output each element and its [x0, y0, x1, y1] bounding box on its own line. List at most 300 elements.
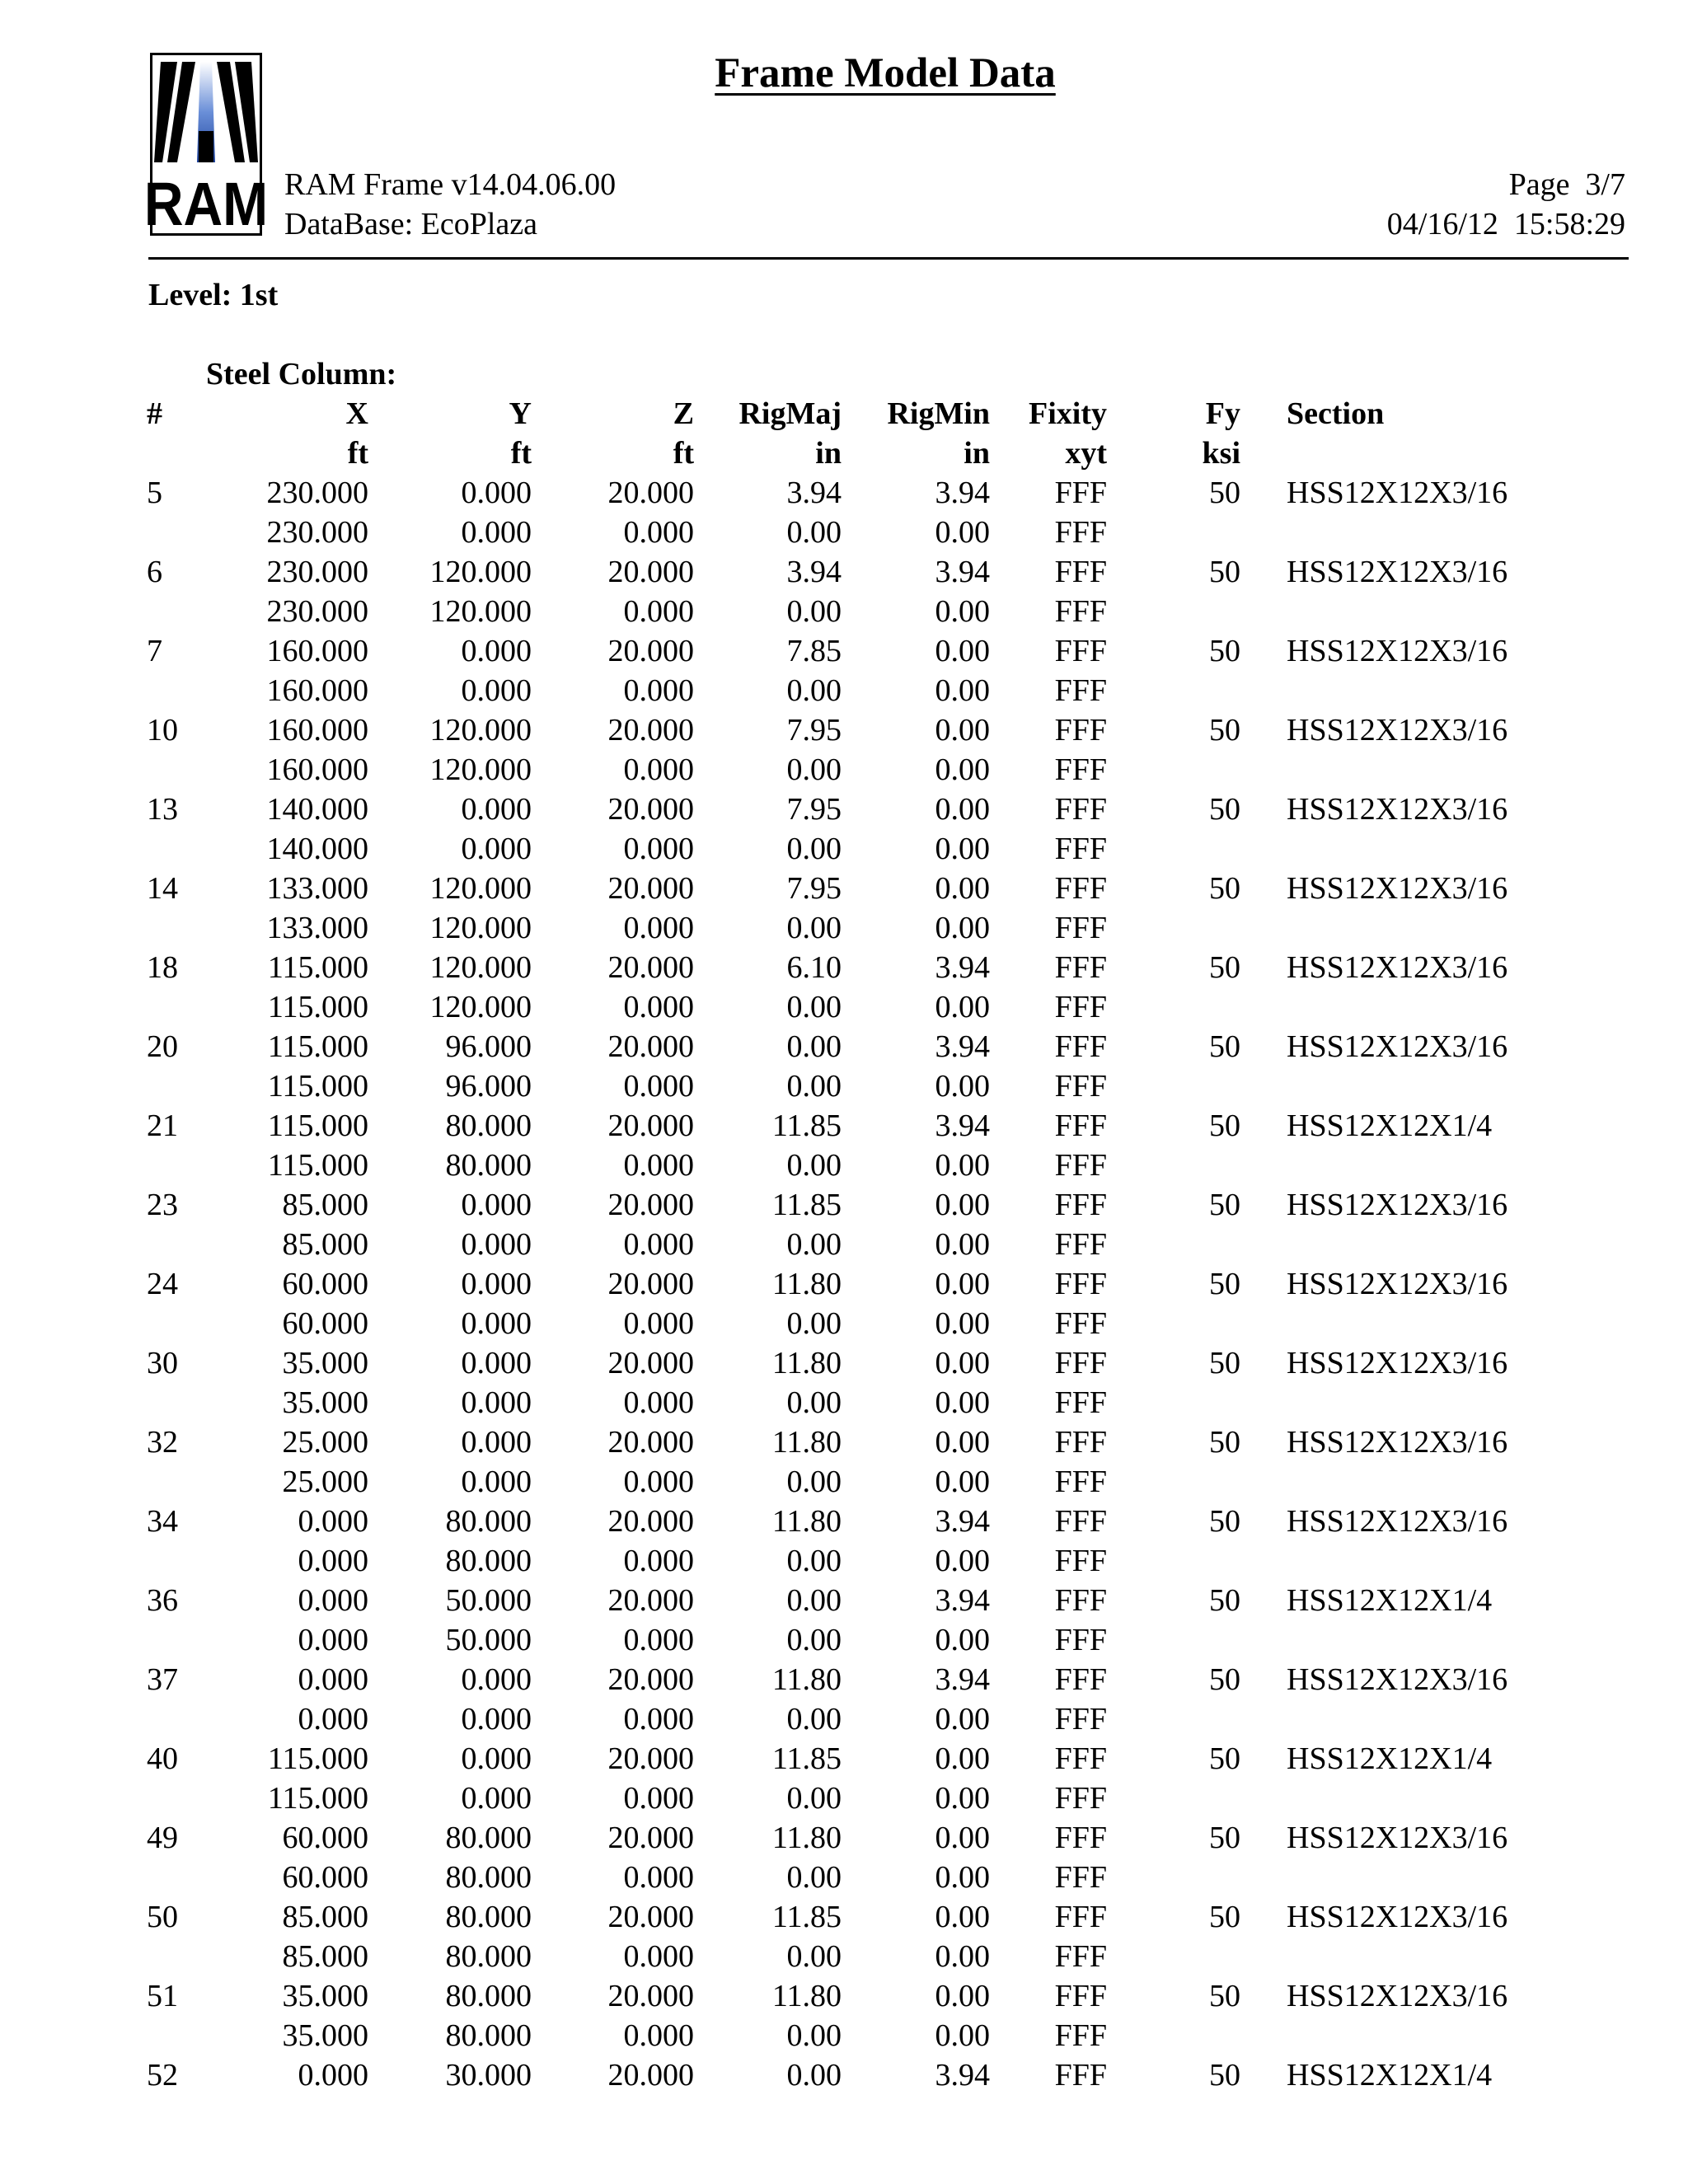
cell-section: HSS12X12X3/16	[1287, 792, 1508, 827]
cell-rigmin: 0.00	[935, 634, 990, 668]
cell-rigmin: 0.00	[935, 1306, 990, 1341]
table-row	[0, 869, 1688, 908]
table-row	[0, 671, 1688, 710]
table-row	[0, 1976, 1688, 2016]
cell-x: 0.000	[298, 1662, 368, 1697]
table-row	[0, 1027, 1688, 1066]
cell-fy: 50	[1209, 2058, 1240, 2093]
cell-z: 0.000	[623, 1306, 694, 1341]
cell-z: 20.000	[607, 634, 694, 668]
table-row	[0, 473, 1688, 513]
cell-section: HSS12X12X3/16	[1287, 1425, 1508, 1460]
cell-fixity: FFF	[1054, 752, 1107, 787]
cell-x: 115.000	[267, 1108, 368, 1143]
cell-fixity: FFF	[1054, 634, 1107, 668]
page-number: Page 3/7	[1508, 167, 1625, 202]
unit-x: ft	[347, 436, 368, 471]
cell-section: HSS12X12X3/16	[1287, 634, 1508, 668]
cell-rigmin: 3.94	[935, 476, 990, 510]
cell-z: 0.000	[623, 1227, 694, 1262]
cell-z: 0.000	[623, 1939, 694, 1974]
cell-x: 35.000	[282, 1385, 368, 1420]
cell-z: 20.000	[607, 1662, 694, 1697]
table-row	[0, 1541, 1688, 1581]
cell-y: 80.000	[445, 2018, 532, 2053]
cell-x: 140.000	[266, 832, 368, 866]
cell-y: 0.000	[461, 476, 532, 510]
cell-fy: 50	[1209, 1188, 1240, 1222]
cell-rigmin: 0.00	[935, 792, 990, 827]
cell-x: 115.000	[267, 990, 368, 1024]
cell-y: 120.000	[429, 950, 532, 985]
cell-y: 0.000	[461, 792, 532, 827]
cell-num: 20	[147, 1029, 178, 1064]
cell-fixity: FFF	[1054, 2018, 1107, 2053]
cell-fixity: FFF	[1054, 1662, 1107, 1697]
table-row	[0, 1185, 1688, 1225]
cell-z: 20.000	[607, 1583, 694, 1618]
cell-z: 20.000	[607, 1900, 694, 1934]
cell-rigmaj: 0.00	[786, 1583, 842, 1618]
cell-fixity: FFF	[1054, 1188, 1107, 1222]
cell-y: 80.000	[445, 1544, 532, 1578]
cell-z: 0.000	[623, 1465, 694, 1499]
cell-rigmin: 0.00	[935, 1821, 990, 1855]
cell-rigmaj: 0.00	[786, 515, 842, 550]
cell-y: 120.000	[429, 911, 532, 945]
cell-rigmaj: 11.80	[771, 1346, 842, 1380]
cell-rigmin: 0.00	[935, 1702, 990, 1736]
table-row	[0, 552, 1688, 592]
cell-num: 32	[147, 1425, 178, 1460]
table-row	[0, 1937, 1688, 1976]
cell-section: HSS12X12X1/4	[1287, 1583, 1493, 1618]
cell-z: 0.000	[623, 911, 694, 945]
header-num: #	[147, 396, 162, 431]
cell-x: 133.000	[266, 871, 368, 906]
cell-rigmaj: 11.80	[771, 1979, 842, 2013]
cell-num: 21	[147, 1108, 178, 1143]
cell-fixity: FFF	[1054, 1821, 1107, 1855]
cell-fixity: FFF	[1054, 1306, 1107, 1341]
cell-x: 140.000	[266, 792, 368, 827]
cell-rigmin: 3.94	[935, 555, 990, 589]
cell-rigmaj: 7.95	[786, 871, 842, 906]
timestamp: 04/16/12 15:58:29	[1386, 207, 1625, 241]
cell-y: 0.000	[461, 1385, 532, 1420]
cell-rigmaj: 0.00	[786, 1069, 842, 1104]
cell-fy: 50	[1209, 1583, 1240, 1618]
table-row	[0, 2016, 1688, 2055]
table-row	[0, 1383, 1688, 1422]
cell-fixity: FFF	[1054, 1069, 1107, 1104]
steel-column-table	[0, 394, 1688, 2095]
unit-rigmin: in	[964, 436, 990, 471]
cell-z: 20.000	[607, 1821, 694, 1855]
cell-num: 10	[147, 713, 178, 748]
cell-rigmin: 0.00	[935, 1346, 990, 1380]
cell-z: 20.000	[607, 476, 694, 510]
cell-num: 6	[147, 555, 162, 589]
cell-fixity: FFF	[1054, 476, 1107, 510]
table-row	[0, 592, 1688, 631]
header-right	[1387, 165, 1625, 244]
cell-rigmaj: 0.00	[786, 2058, 842, 2093]
table-row	[0, 513, 1688, 552]
cell-y: 0.000	[461, 1702, 532, 1736]
cell-y: 96.000	[445, 1069, 532, 1104]
page-title: Frame Model Data	[715, 50, 1056, 96]
cell-fixity: FFF	[1054, 1267, 1107, 1301]
cell-y: 80.000	[445, 1504, 532, 1539]
cell-y: 0.000	[461, 1346, 532, 1380]
unit-z: ft	[673, 436, 694, 471]
cell-y: 0.000	[461, 1662, 532, 1697]
cell-rigmin: 3.94	[935, 1504, 990, 1539]
cell-rigmaj: 0.00	[786, 1939, 842, 1974]
cell-rigmaj: 11.85	[771, 1741, 842, 1776]
cell-rigmaj: 0.00	[786, 1227, 842, 1262]
cell-section: HSS12X12X3/16	[1287, 1900, 1508, 1934]
cell-rigmaj: 0.00	[786, 673, 842, 708]
cell-x: 0.000	[298, 1583, 368, 1618]
cell-y: 80.000	[445, 1979, 532, 2013]
cell-y: 0.000	[461, 1425, 532, 1460]
cell-y: 80.000	[445, 1900, 532, 1934]
cell-rigmin: 3.94	[935, 1583, 990, 1618]
cell-rigmaj: 7.95	[786, 713, 842, 748]
cell-y: 50.000	[445, 1623, 532, 1657]
cell-z: 0.000	[623, 832, 694, 866]
cell-rigmaj: 0.00	[786, 1465, 842, 1499]
cell-y: 80.000	[445, 1939, 532, 1974]
cell-y: 80.000	[445, 1860, 532, 1895]
cell-x: 0.000	[298, 1623, 368, 1657]
cell-rigmin: 3.94	[935, 950, 990, 985]
cell-section: HSS12X12X3/16	[1287, 1662, 1508, 1697]
cell-rigmin: 0.00	[935, 752, 990, 787]
cell-y: 80.000	[445, 1108, 532, 1143]
cell-fy: 50	[1209, 1267, 1240, 1301]
cell-y: 0.000	[461, 832, 532, 866]
cell-x: 0.000	[298, 1544, 368, 1578]
cell-rigmaj: 11.85	[771, 1108, 842, 1143]
cell-x: 160.000	[266, 673, 368, 708]
cell-z: 20.000	[607, 1188, 694, 1222]
cell-fixity: FFF	[1054, 792, 1107, 827]
cell-rigmin: 0.00	[935, 1623, 990, 1657]
cell-fy: 50	[1209, 476, 1240, 510]
cell-fy: 50	[1209, 555, 1240, 589]
cell-num: 40	[147, 1741, 178, 1776]
cell-x: 115.000	[267, 1741, 368, 1776]
cell-num: 14	[147, 871, 178, 906]
cell-section: HSS12X12X3/16	[1287, 1979, 1508, 2013]
cell-rigmaj: 0.00	[786, 1029, 842, 1064]
cell-fy: 50	[1209, 1346, 1240, 1380]
cell-section: HSS12X12X3/16	[1287, 871, 1508, 906]
cell-x: 0.000	[298, 2058, 368, 2093]
cell-x: 85.000	[282, 1188, 368, 1222]
cell-rigmin: 0.00	[935, 1267, 990, 1301]
cell-fy: 50	[1209, 1979, 1240, 2013]
cell-rigmin: 0.00	[935, 1425, 990, 1460]
cell-num: 13	[147, 792, 178, 827]
cell-fy: 50	[1209, 1504, 1240, 1539]
table-row	[0, 1699, 1688, 1739]
cell-num: 7	[147, 634, 162, 668]
cell-rigmin: 0.00	[935, 673, 990, 708]
table-row	[0, 948, 1688, 987]
cell-y: 0.000	[461, 673, 532, 708]
table-row	[0, 987, 1688, 1027]
cell-fixity: FFF	[1054, 1781, 1107, 1816]
table-header-row	[0, 394, 1688, 434]
cell-section: HSS12X12X3/16	[1287, 1504, 1508, 1539]
cell-num: 36	[147, 1583, 178, 1618]
cell-rigmaj: 3.94	[786, 555, 842, 589]
level-label: Level: 1st	[148, 278, 279, 312]
cell-fy: 50	[1209, 1029, 1240, 1064]
cell-y: 30.000	[445, 2058, 532, 2093]
cell-z: 0.000	[623, 1544, 694, 1578]
cell-y: 0.000	[461, 1188, 532, 1222]
cell-rigmaj: 11.80	[771, 1425, 842, 1460]
cell-y: 120.000	[429, 555, 532, 589]
cell-rigmin: 0.00	[935, 1385, 990, 1420]
cell-y: 0.000	[461, 515, 532, 550]
cell-z: 20.000	[607, 555, 694, 589]
cell-section: HSS12X12X3/16	[1287, 1029, 1508, 1064]
cell-rigmin: 0.00	[935, 911, 990, 945]
table-row	[0, 1422, 1688, 1462]
cell-z: 20.000	[607, 1979, 694, 2013]
table-row	[0, 1462, 1688, 1502]
cell-rigmaj: 0.00	[786, 832, 842, 866]
cell-rigmaj: 11.85	[771, 1188, 842, 1222]
cell-rigmaj: 7.95	[786, 792, 842, 827]
cell-rigmin: 0.00	[935, 1939, 990, 1974]
table-row	[0, 750, 1688, 790]
cell-rigmaj: 0.00	[786, 1702, 842, 1736]
cell-x: 115.000	[267, 1029, 368, 1064]
cell-rigmin: 0.00	[935, 871, 990, 906]
cell-x: 60.000	[282, 1306, 368, 1341]
cell-y: 0.000	[461, 1781, 532, 1816]
header-z: Z	[673, 396, 694, 431]
cell-fy: 50	[1209, 1741, 1240, 1776]
table-row	[0, 1818, 1688, 1858]
cell-fixity: FFF	[1054, 871, 1107, 906]
cell-fixity: FFF	[1054, 1465, 1107, 1499]
cell-rigmin: 0.00	[935, 1069, 990, 1104]
cell-z: 0.000	[623, 752, 694, 787]
cell-rigmin: 3.94	[935, 1662, 990, 1697]
cell-y: 0.000	[461, 634, 532, 668]
table-row	[0, 1343, 1688, 1383]
unit-y: ft	[510, 436, 532, 471]
program-version: RAM Frame v14.04.06.00	[284, 167, 617, 202]
cell-fy: 50	[1209, 1900, 1240, 1934]
cell-fixity: FFF	[1054, 594, 1107, 629]
cell-fixity: FFF	[1054, 1860, 1107, 1895]
header-x: X	[345, 396, 368, 431]
table-title: Steel Column:	[206, 357, 397, 391]
cell-fixity: FFF	[1054, 1544, 1107, 1578]
table-row	[0, 829, 1688, 869]
cell-fixity: FFF	[1054, 1148, 1107, 1183]
cell-rigmin: 0.00	[935, 594, 990, 629]
cell-y: 0.000	[461, 1227, 532, 1262]
cell-num: 52	[147, 2058, 178, 2093]
cell-z: 20.000	[607, 1741, 694, 1776]
cell-z: 0.000	[623, 990, 694, 1024]
cell-rigmin: 0.00	[935, 713, 990, 748]
cell-fixity: FFF	[1054, 1029, 1107, 1064]
cell-fy: 50	[1209, 713, 1240, 748]
cell-x: 85.000	[282, 1900, 368, 1934]
cell-x: 0.000	[298, 1702, 368, 1736]
cell-y: 120.000	[429, 752, 532, 787]
cell-x: 115.000	[267, 1069, 368, 1104]
cell-y: 0.000	[461, 1267, 532, 1301]
cell-x: 230.000	[266, 515, 368, 550]
cell-rigmin: 0.00	[935, 1781, 990, 1816]
header-y: Y	[509, 396, 532, 431]
cell-fixity: FFF	[1054, 1346, 1107, 1380]
cell-rigmaj: 0.00	[786, 1623, 842, 1657]
cell-fixity: FFF	[1054, 1504, 1107, 1539]
cell-rigmaj: 0.00	[786, 1860, 842, 1895]
header-fy: Fy	[1205, 396, 1240, 431]
cell-rigmaj: 0.00	[786, 1306, 842, 1341]
cell-fy: 50	[1209, 792, 1240, 827]
cell-y: 0.000	[461, 1465, 532, 1499]
cell-x: 25.000	[282, 1465, 368, 1499]
cell-fixity: FFF	[1054, 1939, 1107, 1974]
cell-rigmaj: 11.85	[771, 1900, 842, 1934]
cell-x: 115.000	[267, 1148, 368, 1183]
logo-text: RAM	[143, 170, 269, 238]
cell-x: 60.000	[282, 1860, 368, 1895]
cell-rigmin: 0.00	[935, 1188, 990, 1222]
table-units-row	[0, 434, 1688, 473]
cell-fixity: FFF	[1054, 1979, 1107, 2013]
header-rigmaj: RigMaj	[738, 396, 842, 431]
cell-z: 0.000	[623, 1069, 694, 1104]
cell-x: 35.000	[282, 1346, 368, 1380]
cell-section: HSS12X12X3/16	[1287, 1267, 1508, 1301]
cell-rigmaj: 6.10	[786, 950, 842, 985]
cell-rigmin: 0.00	[935, 515, 990, 550]
cell-z: 0.000	[623, 594, 694, 629]
header-fixity: Fixity	[1029, 396, 1107, 431]
cell-z: 20.000	[607, 871, 694, 906]
database-name: DataBase: EcoPlaza	[284, 207, 538, 241]
cell-rigmaj: 11.80	[771, 1662, 842, 1697]
table-row	[0, 790, 1688, 829]
cell-x: 160.000	[266, 752, 368, 787]
cell-rigmin: 0.00	[935, 1860, 990, 1895]
unit-rigmaj: in	[815, 436, 842, 471]
cell-num: 34	[147, 1504, 178, 1539]
cell-x: 35.000	[282, 1979, 368, 2013]
cell-fixity: FFF	[1054, 1385, 1107, 1420]
cell-z: 20.000	[607, 2058, 694, 2093]
cell-x: 60.000	[282, 1267, 368, 1301]
cell-num: 50	[147, 1900, 178, 1934]
cell-fixity: FFF	[1054, 1702, 1107, 1736]
cell-z: 0.000	[623, 1781, 694, 1816]
cell-x: 160.000	[266, 634, 368, 668]
cell-z: 0.000	[623, 2018, 694, 2053]
cell-rigmaj: 0.00	[786, 990, 842, 1024]
cell-z: 20.000	[607, 792, 694, 827]
cell-fixity: FFF	[1054, 555, 1107, 589]
cell-fixity: FFF	[1054, 515, 1107, 550]
cell-fixity: FFF	[1054, 1623, 1107, 1657]
cell-z: 20.000	[607, 1425, 694, 1460]
cell-rigmin: 3.94	[935, 1108, 990, 1143]
cell-fixity: FFF	[1054, 713, 1107, 748]
cell-section: HSS12X12X3/16	[1287, 1821, 1508, 1855]
table-row	[0, 1858, 1688, 1897]
table-row	[0, 1146, 1688, 1185]
cell-rigmin: 0.00	[935, 1979, 990, 2013]
cell-z: 0.000	[623, 1860, 694, 1895]
cell-section: HSS12X12X1/4	[1287, 1108, 1493, 1143]
cell-y: 120.000	[429, 594, 532, 629]
cell-section: HSS12X12X1/4	[1287, 1741, 1493, 1776]
cell-x: 230.000	[266, 476, 368, 510]
cell-y: 50.000	[445, 1583, 532, 1618]
cell-y: 120.000	[429, 871, 532, 906]
cell-fixity: FFF	[1054, 950, 1107, 985]
cell-num: 24	[147, 1267, 178, 1301]
cell-rigmin: 0.00	[935, 1148, 990, 1183]
unit-fixity: xyt	[1065, 436, 1107, 471]
header-section: Section	[1287, 396, 1385, 431]
cell-y: 0.000	[461, 1741, 532, 1776]
cell-rigmaj: 7.85	[786, 634, 842, 668]
cell-rigmaj: 0.00	[786, 911, 842, 945]
table-row	[0, 1660, 1688, 1699]
cell-x: 35.000	[282, 2018, 368, 2053]
cell-rigmaj: 0.00	[786, 1544, 842, 1578]
cell-fixity: FFF	[1054, 911, 1107, 945]
table-row	[0, 710, 1688, 750]
cell-x: 0.000	[298, 1504, 368, 1539]
cell-rigmaj: 0.00	[786, 752, 842, 787]
cell-z: 0.000	[623, 1623, 694, 1657]
table-row	[0, 1897, 1688, 1937]
cell-fy: 50	[1209, 1108, 1240, 1143]
cell-section: HSS12X12X3/16	[1287, 713, 1508, 748]
cell-y: 80.000	[445, 1148, 532, 1183]
cell-rigmin: 0.00	[935, 1741, 990, 1776]
cell-section: HSS12X12X3/16	[1287, 1346, 1508, 1380]
header-rigmin: RigMin	[887, 396, 990, 431]
cell-fixity: FFF	[1054, 1425, 1107, 1460]
cell-y: 80.000	[445, 1821, 532, 1855]
cell-fy: 50	[1209, 1662, 1240, 1697]
table-row	[0, 1304, 1688, 1343]
table-row	[0, 1225, 1688, 1264]
cell-fixity: FFF	[1054, 832, 1107, 866]
cell-z: 0.000	[623, 515, 694, 550]
unit-fy: ksi	[1202, 436, 1240, 471]
cell-rigmin: 3.94	[935, 1029, 990, 1064]
